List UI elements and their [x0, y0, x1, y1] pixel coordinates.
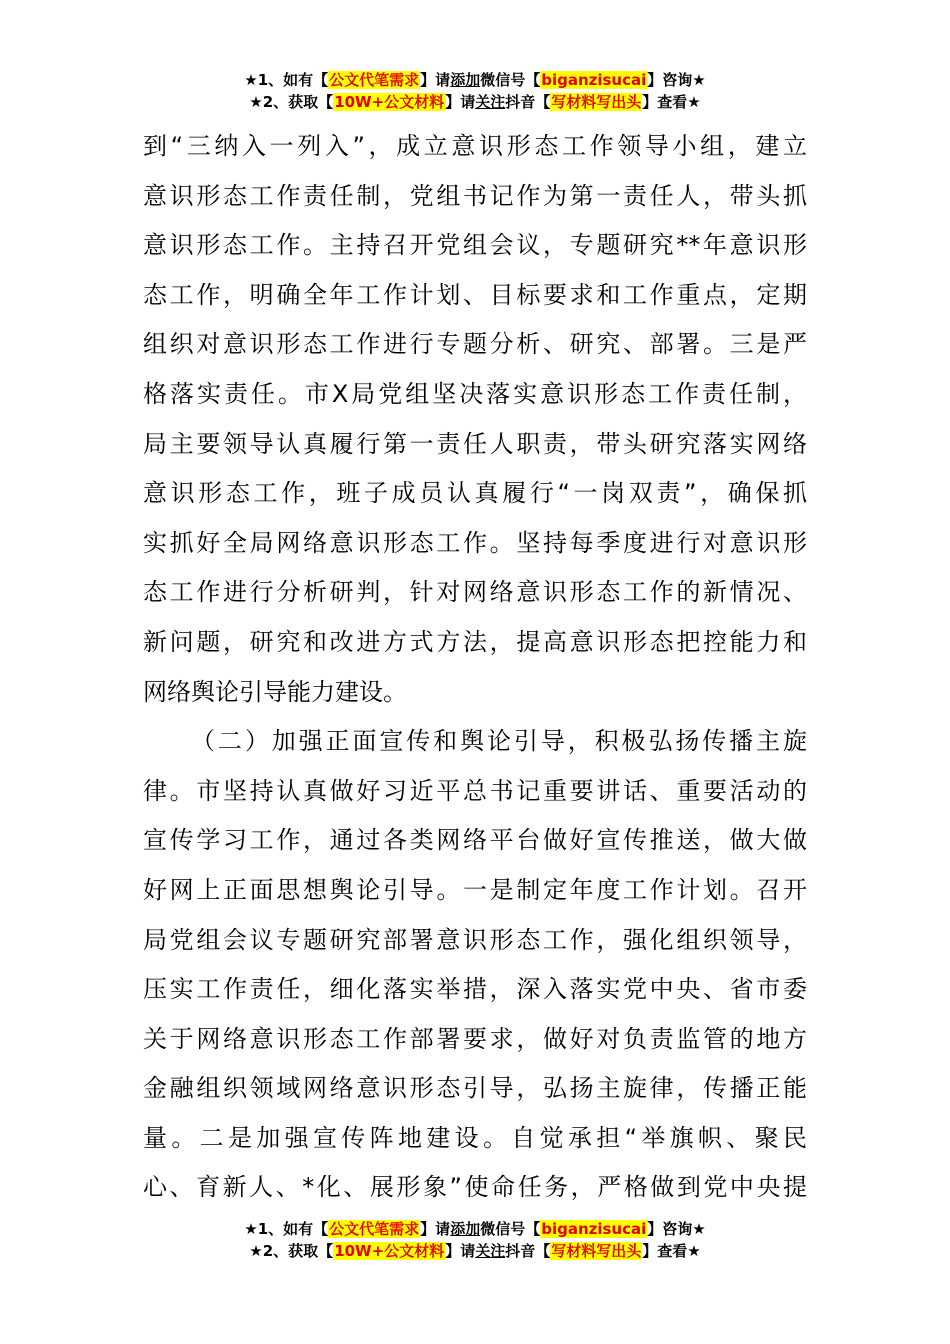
- banner-text: 】请: [445, 1242, 476, 1260]
- header-banner: [0, 69, 950, 113]
- banner-text: 】请: [420, 71, 451, 89]
- text-line: 金融组织领域网络意识形态引导，弘扬主旋律，传播正能: [143, 1074, 807, 1103]
- banner-text: 】查看★: [642, 1242, 701, 1260]
- banner-text: 】咨询★: [647, 71, 706, 89]
- highlight-douyin-id: 写材料写出头: [551, 1242, 642, 1260]
- text-line: 格落实责任。市X局党组坚决落实意识形态工作责任制，: [143, 379, 807, 408]
- document-body: [143, 122, 807, 1213]
- paragraph-1: [143, 122, 807, 717]
- highlight-service: 公文代笔需求: [329, 71, 420, 89]
- banner-underlined-text: 关注: [475, 93, 506, 111]
- banner-underlined-text: 添加: [450, 71, 481, 89]
- banner-text: ★1、如有【: [244, 1220, 329, 1238]
- banner-line-1: [0, 1218, 950, 1240]
- banner-text: 】查看★: [642, 93, 701, 111]
- text-line: 好网上正面思想舆论引导。一是制定年度工作计划。召开: [143, 875, 807, 904]
- text-line: 到“三纳入一列入”，成立意识形态工作领导小组，建立: [143, 132, 807, 160]
- text-line: 心、育新人、*化、展形象”使命任务，严格做到党中央提: [143, 1173, 807, 1202]
- paragraph-2: [143, 717, 807, 1213]
- banner-line-2: [0, 91, 950, 113]
- highlight-wechat-id: biganzisucai: [541, 1220, 647, 1238]
- banner-text: ★2、获取【: [249, 1242, 334, 1260]
- text-line: 意识形态工作。主持召开党组会议，专题研究**年意识形: [143, 231, 807, 260]
- text-line: 组织对意识形态工作进行专题分析、研究、部署。三是严: [143, 330, 807, 359]
- text-line: 态工作，明确全年工作计划、目标要求和工作重点，定期: [143, 280, 807, 309]
- highlight-wechat-id: biganzisucai: [541, 71, 647, 89]
- banner-text: ★2、获取【: [249, 93, 334, 111]
- banner-text: ★1、如有【: [244, 71, 329, 89]
- highlight-service: 公文代笔需求: [329, 1220, 420, 1238]
- banner-text: 】请: [420, 1220, 451, 1238]
- text-line: 局主要领导认真履行第一责任人职责，带头研究落实网络: [143, 429, 807, 458]
- banner-line-2: [0, 1240, 950, 1262]
- banner-text: 】请: [445, 93, 476, 111]
- banner-text: 】咨询★: [647, 1220, 706, 1238]
- highlight-douyin-id: 写材料写出头: [551, 93, 642, 111]
- banner-text: 抖音【: [505, 1242, 551, 1260]
- text-line: 态工作进行分析研判，针对网络意识形态工作的新情况、: [143, 578, 807, 607]
- text-line: 网络舆论引导能力建设。: [143, 677, 407, 706]
- highlight-materials: 10W+公文材料: [334, 93, 445, 111]
- highlight-materials: 10W+公文材料: [334, 1242, 445, 1260]
- text-line: 宣传学习工作，通过各类网络平台做好宣传推送，做大做: [143, 826, 807, 855]
- text-line: 关于网络意识形态工作部署要求，做好对负责监管的地方: [143, 1024, 807, 1053]
- text-line: 律。市坚持认真做好习近平总书记重要讲话、重要活动的: [143, 776, 807, 805]
- text-line: 压实工作责任，细化落实举措，深入落实党中央、省市委: [143, 975, 807, 1004]
- banner-text: 微信号【: [480, 71, 541, 89]
- text-line: 新问题，研究和改进方式方法，提高意识形态把控能力和: [143, 627, 807, 656]
- banner-text: 微信号【: [480, 1220, 541, 1238]
- text-line: 意识形态工作责任制，党组书记作为第一责任人，带头抓: [143, 181, 807, 210]
- footer-banner: [0, 1218, 950, 1262]
- banner-line-1: [0, 69, 950, 91]
- text-line: 局党组会议专题研究部署意识形态工作，强化组织领导，: [143, 925, 807, 954]
- banner-underlined-text: 关注: [475, 1242, 506, 1260]
- banner-text: 抖音【: [505, 93, 551, 111]
- banner-underlined-text: 添加: [450, 1220, 481, 1238]
- text-line: （二）加强正面宣传和舆论引导，积极弘扬传播主旋: [191, 727, 807, 756]
- text-line: 实抓好全局网络意识形态工作。坚持每季度进行对意识形: [143, 528, 807, 557]
- text-line: 量。二是加强宣传阵地建设。自觉承担“举旗帜、聚民: [143, 1123, 807, 1152]
- text-line: 意识形态工作，班子成员认真履行“一岗双责”，确保抓: [143, 479, 807, 508]
